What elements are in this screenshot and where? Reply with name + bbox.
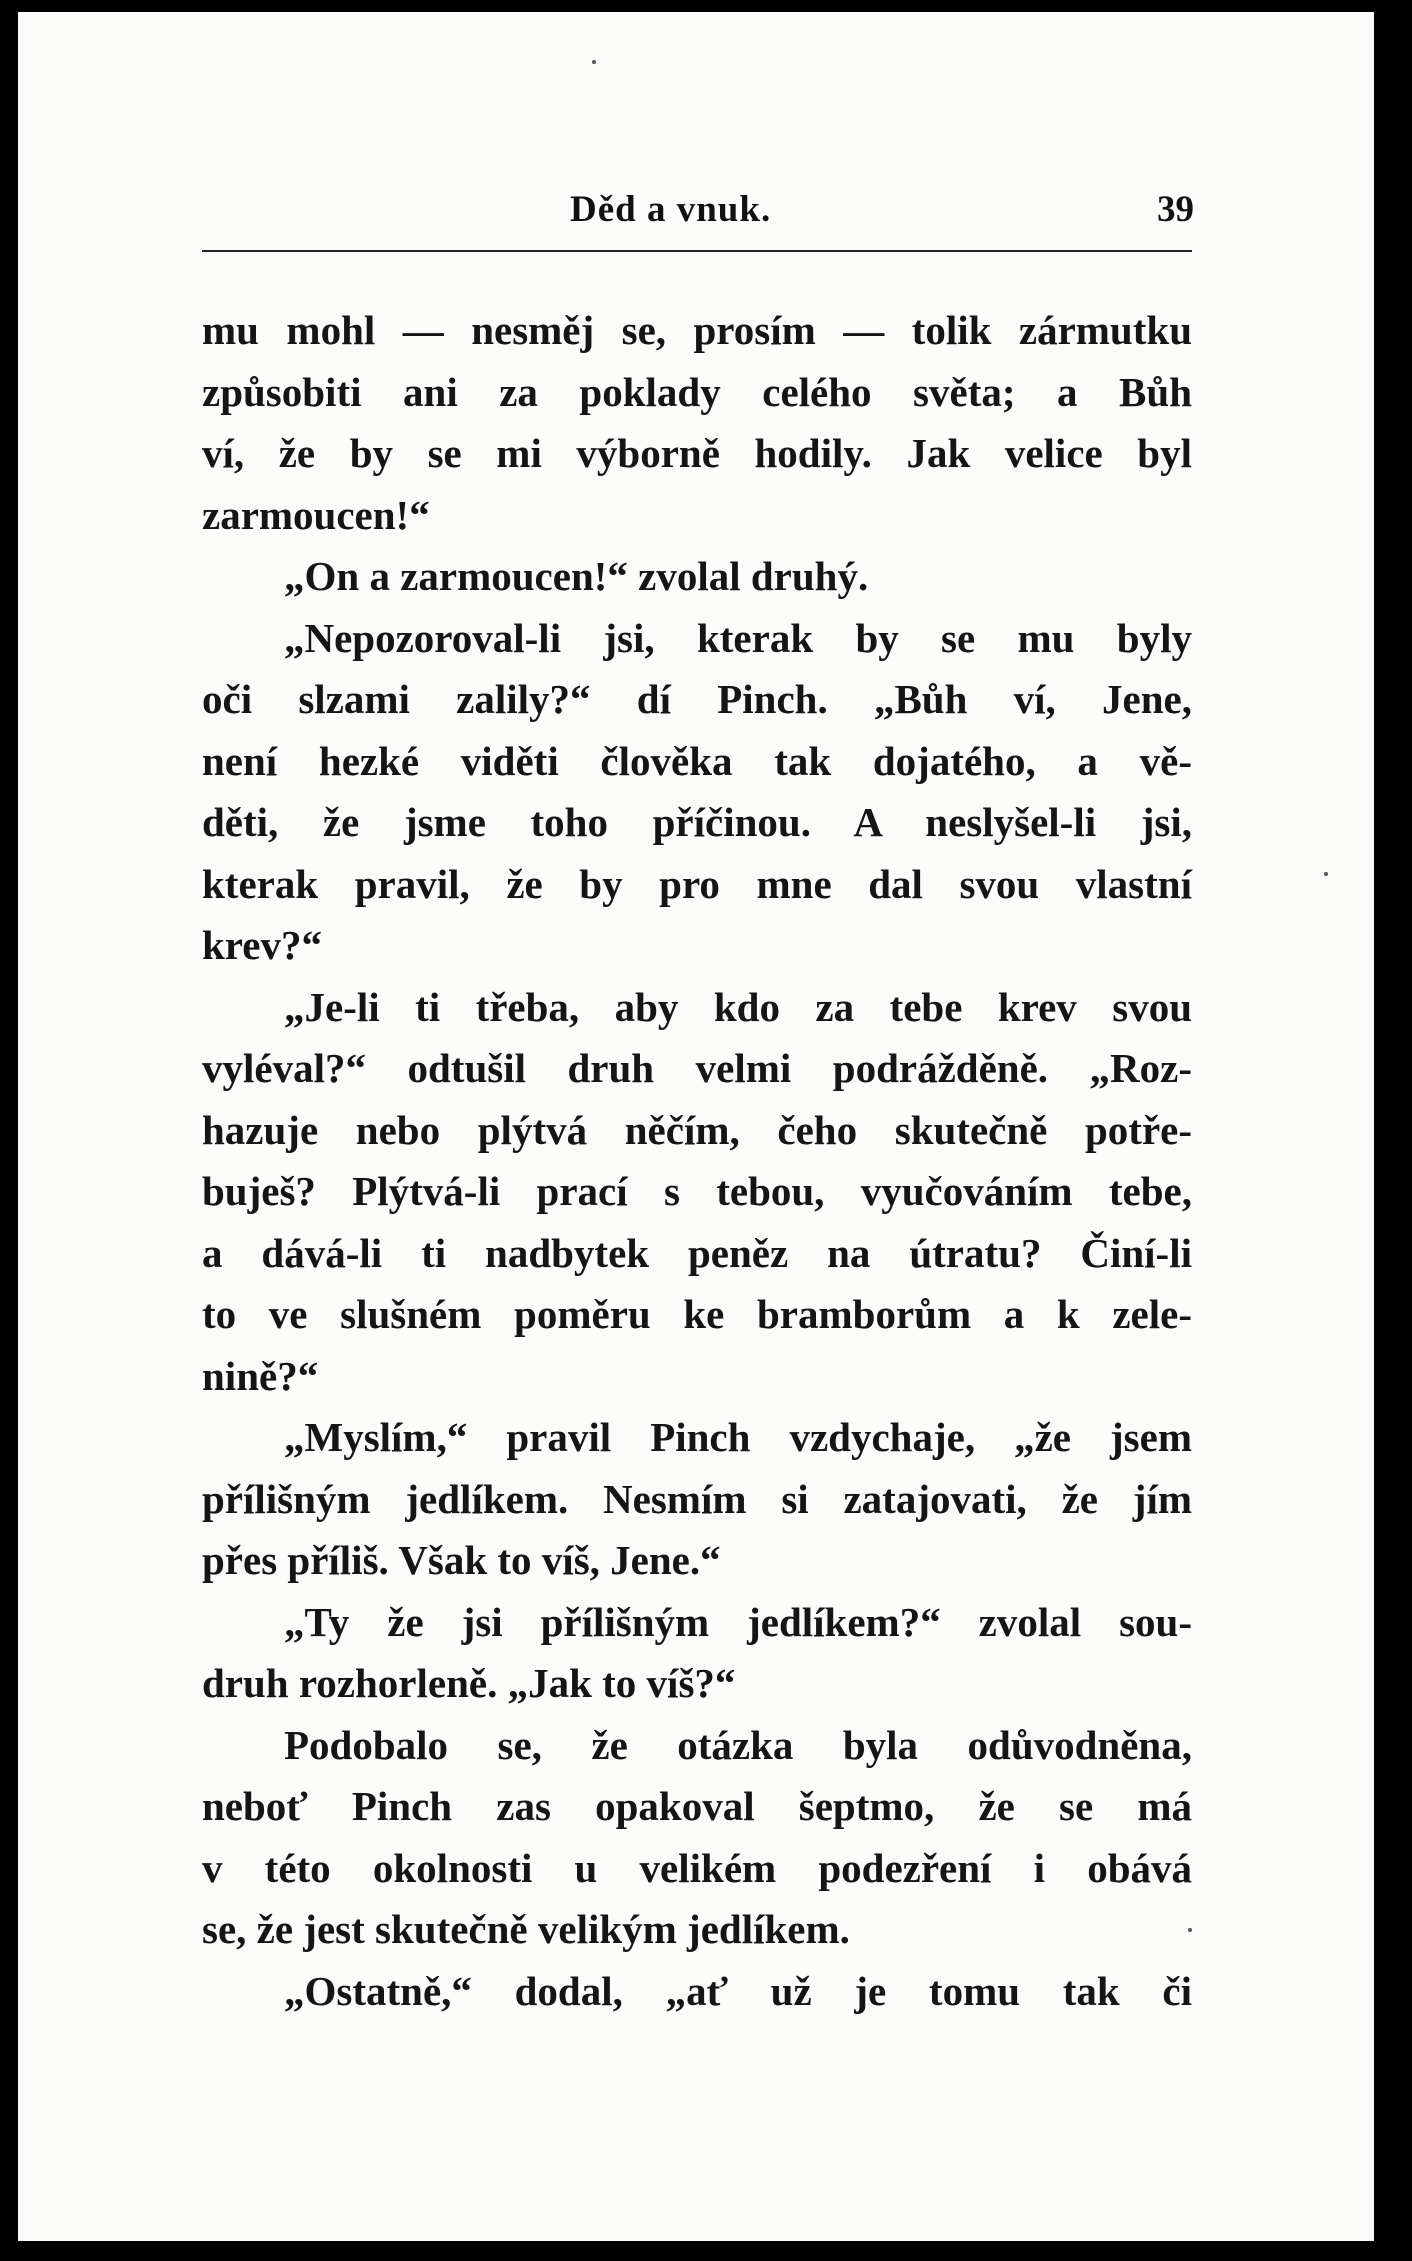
header-rule: [202, 250, 1192, 252]
text-line: není hezké viděti člověka tak dojatého, a vě-: [202, 737, 1192, 784]
running-title: Děd a vnuk.: [570, 189, 772, 230]
text-line: v této okolnosti u velikém podezření i obává: [202, 1844, 1192, 1891]
text-line: přes příliš. Však to víš, Jene.“: [202, 1537, 721, 1583]
text-line: druh rozhorleně. „Jak to víš?“: [202, 1660, 736, 1706]
text-line: děti, že jsme toho příčinou. A neslyšel-li jsi,: [202, 799, 1192, 845]
text-line: ví, že by se mi výborně hodily. Jak velice byl: [202, 430, 1192, 476]
text-line: zarmoucen!“: [202, 491, 430, 538]
text-line: neboť Pinch zas opakoval šeptmo, že se má: [202, 1783, 1192, 1829]
text-line: se, že jest skutečně velikým jedlíkem.: [202, 1906, 850, 1952]
text-line: kterak pravil, že by pro mne dal svou vlastní: [202, 860, 1192, 907]
text-line: vyléval?“ odtušil druh velmi podrážděně. „Roz-: [202, 1045, 1192, 1091]
text-line: oči slzami zalily?“ dí Pinch. „Bůh ví, Jene,: [202, 676, 1192, 722]
text-line: krev?“: [202, 922, 322, 968]
page-header: [202, 178, 1200, 242]
text-line: hazuje nebo plýtvá něčím, čeho skutečně potře-: [202, 1106, 1192, 1153]
text-line: „Myslím,“ pravil Pinch vzdychaje, „že jsem: [284, 1414, 1192, 1460]
text-line: „On a zarmoucen!“ zvolal druhý.: [284, 553, 869, 599]
text-line: přílišným jedlíkem. Nesmím si zatajovati, že jím: [202, 1475, 1192, 1522]
paper-speck: [1324, 872, 1328, 876]
page-body-text: [202, 300, 1192, 2022]
page-number: 39: [1157, 189, 1194, 230]
scan-right-border: [1374, 0, 1412, 2261]
text-line: nině?“: [202, 1352, 319, 1399]
text-line: a dává-li ti nadbytek peněz na útratu? Činí-li: [202, 1229, 1192, 1276]
text-line: způsobiti ani za poklady celého světa; a Bůh: [202, 368, 1192, 415]
text-line: buješ? Plýtvá-li prací s tebou, vyučováním tebe,: [202, 1168, 1192, 1214]
text-line: mu mohl — nesměj se, prosím — tolik zármutku: [202, 307, 1192, 353]
text-line: „Ty že jsi přílišným jedlíkem?“ zvolal sou-: [284, 1598, 1192, 1645]
text-line: „Nepozoroval-li jsi, kterak by se mu byly: [284, 614, 1192, 661]
text-line: „Ostatně,“ dodal, „ať už je tomu tak či: [284, 1967, 1192, 2014]
text-line: „Je-li ti třeba, aby kdo za tebe krev svou: [284, 983, 1192, 1030]
text-line: Podobalo se, že otázka byla odůvodněna,: [284, 1721, 1192, 1768]
paper-speck: [592, 60, 596, 64]
text-line: to ve slušném poměru ke bramborům a k zele-: [202, 1291, 1192, 1337]
